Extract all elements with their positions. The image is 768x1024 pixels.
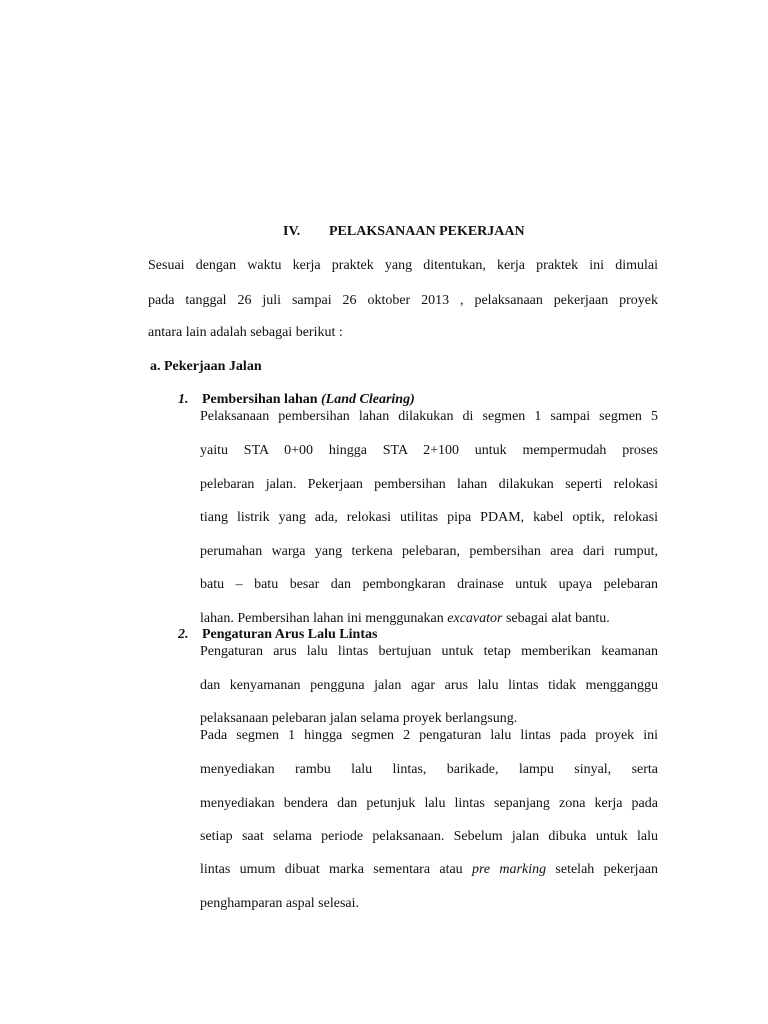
item1-line: perumahan warga yang terkena pelebaran, pembersihan area dari rumput, — [200, 544, 658, 559]
item2-line: penghamparan aspal selesai. — [200, 896, 359, 911]
item2-heading — [178, 627, 377, 643]
item1-line: pelebaran jalan. Pekerjaan pembersihan lahan dilakukan seperti relokasi — [200, 477, 658, 492]
italic-term: pre marking — [471, 862, 547, 877]
text-segment: setelah pekerjaan — [546, 862, 658, 877]
italic-term: excavator — [447, 611, 503, 626]
item2-line: Pengaturan arus lalu lintas bertujuan untuk tetap memberikan keamanan — [200, 644, 658, 659]
item2-title: Pengaturan Arus Lalu Lintas — [202, 627, 378, 642]
intro-line: antara lain adalah sebagai berikut : — [148, 325, 343, 340]
item1-title-italic: (Land Clearing) — [321, 392, 415, 407]
section-a-title: Pekerjaan Jalan — [164, 359, 262, 374]
section-a-label: a. — [150, 359, 161, 374]
chapter-title: PELAKSANAAN PEKERJAAN — [329, 224, 525, 239]
item2-line: pelaksanaan pelebaran jalan selama proyek berlangsung. — [200, 711, 518, 726]
chapter-number: IV. — [283, 224, 301, 239]
text-segment: lintas umum dibuat marka sementara atau — [200, 862, 472, 877]
intro-line: Sesuai dengan waktu kerja praktek yang ditentukan, kerja praktek ini dimulai — [148, 258, 658, 273]
item1-last-line — [200, 611, 658, 627]
item2-line — [200, 862, 658, 878]
text-segment: lahan. Pembersihan lahan ini menggunakan — [200, 611, 448, 626]
intro-line: pada tanggal 26 juli sampai 26 oktober 2013 , pelaksanaan pekerjaan proyek — [148, 293, 658, 308]
item2-line: Pada segmen 1 hingga segmen 2 pengaturan lalu lintas pada proyek ini — [200, 728, 658, 743]
section-a-heading — [150, 359, 262, 375]
item2-line: setiap saat selama periode pelaksanaan. Sebelum jalan dibuka untuk lalu — [200, 829, 658, 844]
item2-number: 2. — [178, 627, 189, 642]
item1-line: yaitu STA 0+00 hingga STA 2+100 untuk mempermudah proses — [200, 443, 658, 458]
text-segment: sebagai alat bantu. — [502, 611, 610, 626]
item1-line: Pelaksanaan pembersihan lahan dilakukan di segmen 1 sampai segmen 5 — [200, 409, 658, 424]
item1-line: batu – batu besar dan pembongkaran drainase untuk upaya pelebaran — [200, 577, 658, 592]
item1-heading — [178, 392, 415, 408]
item1-line: tiang listrik yang ada, relokasi utilitas pipa PDAM, kabel optik, relokasi — [200, 510, 658, 525]
item1-title: Pembersihan lahan — [202, 392, 318, 407]
item1-number: 1. — [178, 392, 189, 407]
chapter-heading — [283, 224, 525, 240]
item2-line: dan kenyamanan pengguna jalan agar arus lalu lintas tidak mengganggu — [200, 678, 658, 693]
item2-line: menyediakan rambu lalu lintas, barikade, lampu sinyal, serta — [200, 762, 658, 777]
item2-line: menyediakan bendera dan petunjuk lalu lintas sepanjang zona kerja pada — [200, 796, 658, 811]
